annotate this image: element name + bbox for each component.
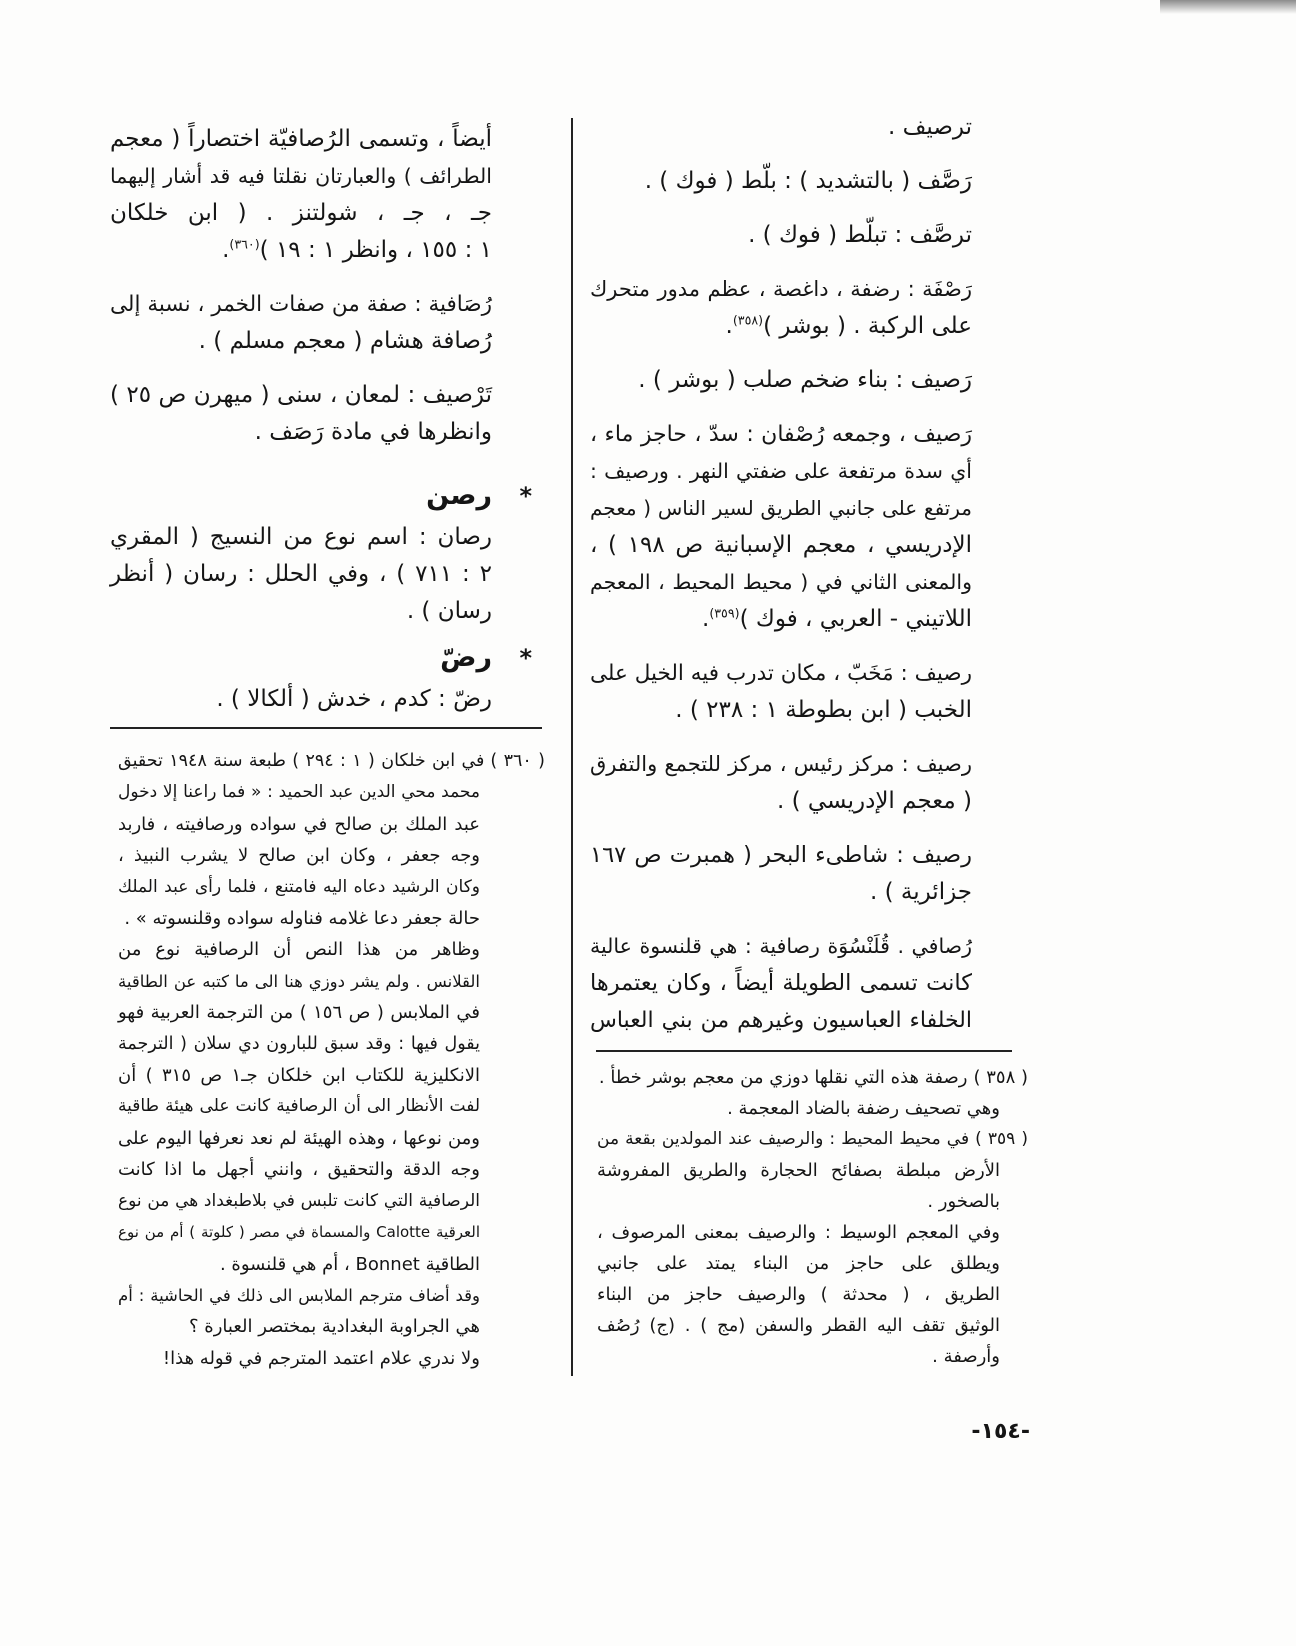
dictionary-entry: [590, 837, 972, 911]
footnote: [597, 1062, 1028, 1124]
text-line: وقد أضاف مترجم الملابس الى ذلك في الحاشية : أم: [118, 1285, 480, 1305]
text-line: ترصَّف : تبلّط ( فوك ) .: [748, 222, 972, 248]
headword-section: [110, 468, 532, 630]
text-line: رصان : اسم نوع من النسيج ( المقري: [110, 524, 492, 550]
text-line: وانظرها في مادة رَصَف .: [254, 419, 492, 445]
dictionary-entry: [590, 746, 972, 820]
dictionary-entry: [590, 416, 972, 638]
text-line: رصيف : مَخَبّ ، مكان تدرب فيه الخيل على: [590, 661, 972, 686]
asterisk-marker: *: [519, 644, 532, 672]
text-line: القلانس . ولم يشر دوزي هنا الى ما كتبه عن الطاقية: [118, 971, 480, 991]
footnote-paragraph: [597, 1093, 1028, 1124]
text-line: يقول فيها : وقد سبق للبارون دي سلان ( الترجمة: [118, 1033, 480, 1054]
dictionary-entry: [110, 377, 492, 451]
footnote-number: ( ٣٥٩ ): [975, 1129, 1028, 1149]
text-line: ٢ : ٧١١ ) ، وفي الحلل : رسان ( أنظر: [110, 561, 492, 587]
footnote-separator: [596, 1050, 1012, 1052]
footnote-paragraph: [118, 934, 545, 1279]
dictionary-entry: [590, 655, 972, 729]
text-line: [590, 601, 972, 638]
text-line: حالة جعفر دعا غلامه فناوله سواده وقلنسوته » .: [124, 908, 480, 930]
page-number: -١٥٤-: [971, 1419, 1030, 1444]
text-line: رسان ) .: [406, 598, 492, 624]
text-line: وفي المعجم الوسيط : والرصيف بمعنى المرصوف ،: [597, 1222, 1000, 1243]
text-line: والمعنى الثاني في ( محيط المحيط ، المعجم: [590, 570, 972, 594]
text-line: الطاقية Bonnet ، أم هي قلنسوة .: [219, 1253, 480, 1275]
footnote-paragraph: [118, 746, 545, 934]
dictionary-entry: [590, 928, 972, 1039]
footnote-separator: [110, 727, 542, 729]
text-line: [597, 1124, 1028, 1155]
text-line: رَصَّف ( بالتشديد ) : بلّط ( فوك ) .: [644, 168, 972, 194]
text-line: ولا ندري علام اعتمد المترجم في قوله هذا!: [162, 1347, 480, 1369]
footnote: [118, 746, 545, 1374]
line-text: ١ : ١٥٥ ، وانظر ١ : ١٩ ): [259, 237, 492, 263]
left-column-footnotes: [118, 746, 545, 1374]
text-line: وأرصفة .: [932, 1346, 1000, 1367]
text-line: ومن نوعها ، وهذه الهيئة لم نعد نعرفها اليوم على: [118, 1127, 480, 1149]
text-line: جـ ، جـ ، شولتنز . ( ابن خلكان: [110, 200, 492, 226]
line-end: .: [725, 313, 733, 339]
text-line: [590, 308, 972, 345]
left-column-text: [110, 121, 532, 718]
dictionary-entry: [590, 362, 972, 399]
dictionary-entry: [590, 109, 972, 146]
headword-heading: [110, 477, 532, 515]
text-line: كانت تسمى الطويلة أيضاً ، وكان يعتمرها: [590, 970, 972, 996]
line-text: في محيط المحيط : والرصيف عند المولدين بقعة من: [597, 1129, 970, 1149]
text-line: في الملابس ( ص ١٥٦ ) من الترجمة العربية فهو: [118, 1002, 480, 1024]
text-line: عبد الملك بن صالح في سواده ورصافيته ، فاربد: [118, 813, 480, 835]
footnote-paragraph: [597, 1217, 1028, 1372]
text-line: الخبب ( ابن بطوطة ١ : ٢٣٨ ) .: [675, 697, 972, 723]
text-line: الخلفاء العباسيون وغيرهم من بني العباس: [590, 1008, 972, 1033]
dictionary-entry: [110, 519, 492, 630]
scan-shadow: [1160, 0, 1296, 14]
footnote-number: ( ٣٦٠ ): [490, 751, 545, 771]
dictionary-entry: [110, 286, 492, 360]
text-line: رصيف : شاطىء البحر ( همبرت ص ١٦٧: [590, 842, 972, 868]
footnote-ref: (٣٥٨): [732, 312, 764, 328]
footnote-ref: (٣٦٠): [229, 236, 260, 252]
footnote-paragraph: [118, 1280, 545, 1343]
right-column-footnotes: [597, 1062, 1028, 1372]
headword: رضّ: [440, 642, 492, 673]
text-line: [118, 746, 545, 777]
text-line: محمد محي الدين عبد الحميد : « فما راعنا إلا دخول: [118, 782, 480, 803]
text-line: وجه الدقة والتحقيق ، وانني أجهل ما اذا كانت: [118, 1159, 480, 1181]
footnote-paragraph: [597, 1124, 1028, 1217]
dictionary-entry: [590, 271, 972, 345]
text-line: لفت الأنظار الى أن الرصافية كانت على هيئة طاقية: [118, 1096, 480, 1117]
footnote-ref: (٣٥٩): [709, 605, 740, 621]
dictionary-entry: [110, 121, 492, 269]
text-line: رَصْفَة : رضفة ، داغصة ، عظم مدور متحرك: [590, 277, 972, 301]
headword-heading: [110, 639, 532, 677]
text-line: رضّ : كدم ، خدش ( ألكالا ) .: [216, 686, 492, 712]
text-line: الانكليزية للكتاب ابن خلكان جـ١ ص ٣١٥ ) أن: [118, 1065, 480, 1087]
column-divider: [571, 118, 573, 1376]
dictionary-entry: [110, 681, 492, 718]
line-text: رصفة هذه التي نقلها دوزي من معجم بوشر خطأ .: [598, 1067, 968, 1088]
text-line: مرتفع على جانبي الطريق لسير الناس ( معجم: [590, 496, 972, 520]
text-line: رُصافي . قُلَنْسُوَة رصافية : هي قلنسوة عالية: [590, 934, 972, 958]
line-text: في ابن خلكان ( ١ : ٢٩٤ ) طبعة سنة ١٩٤٨ تحقيق: [118, 751, 485, 771]
footnote-paragraph: [597, 1062, 1028, 1093]
line-text: على الركبة . ( بوشر ): [763, 313, 972, 339]
text-line: رُصَافية : صفة من صفات الخمر ، نسبة إلى: [110, 292, 492, 317]
text-line: وهي تصحيف رضفة بالضاد المعجمة .: [727, 1098, 1000, 1119]
text-line: رصيف : مركز رئيس ، مركز للتجمع والتفرق: [590, 752, 972, 776]
text-line: تَرْصيف : لمعان ، سنى ( ميهرن ص ٢٥ ): [110, 382, 492, 408]
text-line: وظاهر من هذا النص أن الرصافية نوع من: [118, 939, 480, 961]
text-line: وكان الرشيد دعاه اليه فامتنع ، فلما رأى عبد الملك: [118, 876, 480, 897]
line-end: .: [222, 237, 230, 263]
text-line: الأرض مبلطة بصفائح الحجارة والطريق المفروشة: [597, 1160, 1000, 1181]
footnote: [597, 1124, 1028, 1372]
text-line: ويطلق على حاجز من البناء يمتد على جانبي: [597, 1253, 1000, 1274]
dictionary-entry: [590, 217, 972, 254]
line-text: اللاتيني - العربي ، فوك ): [739, 606, 972, 632]
text-line: [597, 1062, 1028, 1093]
text-line: الطرائف ) والعبارتان نقلتا فيه قد أشار إليهما: [110, 164, 492, 188]
text-line: الرصافية التي كانت تلبس في بلاطبغداد هي من نوع: [118, 1190, 480, 1211]
right-column-text: [590, 109, 972, 1039]
text-line: رَصيف : بناء ضخم صلب ( بوشر ) .: [638, 367, 972, 393]
text-line: رُصافة هشام ( معجم مسلم ) .: [198, 328, 492, 354]
text-line: رَصيف ، وجمعه رُصْفان : سدّ ، حاجز ماء ،: [590, 422, 972, 447]
dictionary-entry: [590, 163, 972, 200]
text-line: أي سدة مرتفعة على ضفتي النهر . ورصيف :: [590, 459, 972, 483]
text-line: الطريق ، ( محدثة ) والرصيف حاجز من البناء: [597, 1284, 1000, 1305]
text-line: بالصخور .: [927, 1191, 1000, 1212]
text-line: ( معجم الإدريسي ) .: [776, 788, 972, 814]
headword-section: [110, 630, 532, 718]
text-line: ترصيف .: [888, 114, 972, 140]
text-line: [110, 232, 492, 269]
text-line: جزائرية ) .: [869, 879, 972, 905]
line-end: .: [702, 606, 710, 632]
text-line: الإدريسي ، معجم الإسبانية ص ١٩٨ ) ،: [590, 532, 972, 558]
text-line: العرقية Calotte والمسماة في مصر ( كلوتة ) أم من نوع: [118, 1223, 480, 1242]
text-line: الوثيق تقف اليه القطر والسفن (مج ) . (ج) رُصُف: [597, 1315, 1000, 1336]
text-line: أيضاً ، وتسمى الرُصافيّة اختصاراً ( معجم: [110, 126, 492, 152]
footnote-paragraph: [118, 1343, 545, 1374]
text-line: وجه جعفر ، وكان ابن صالح لا يشرب النبيذ ،: [118, 845, 480, 867]
text-line: هي الجراوبة البغدادية بمختصر العبارة ؟: [189, 1316, 480, 1338]
footnote-number: ( ٣٥٨ ): [973, 1067, 1028, 1088]
headword: رصن: [426, 480, 492, 511]
asterisk-marker: *: [519, 482, 532, 510]
